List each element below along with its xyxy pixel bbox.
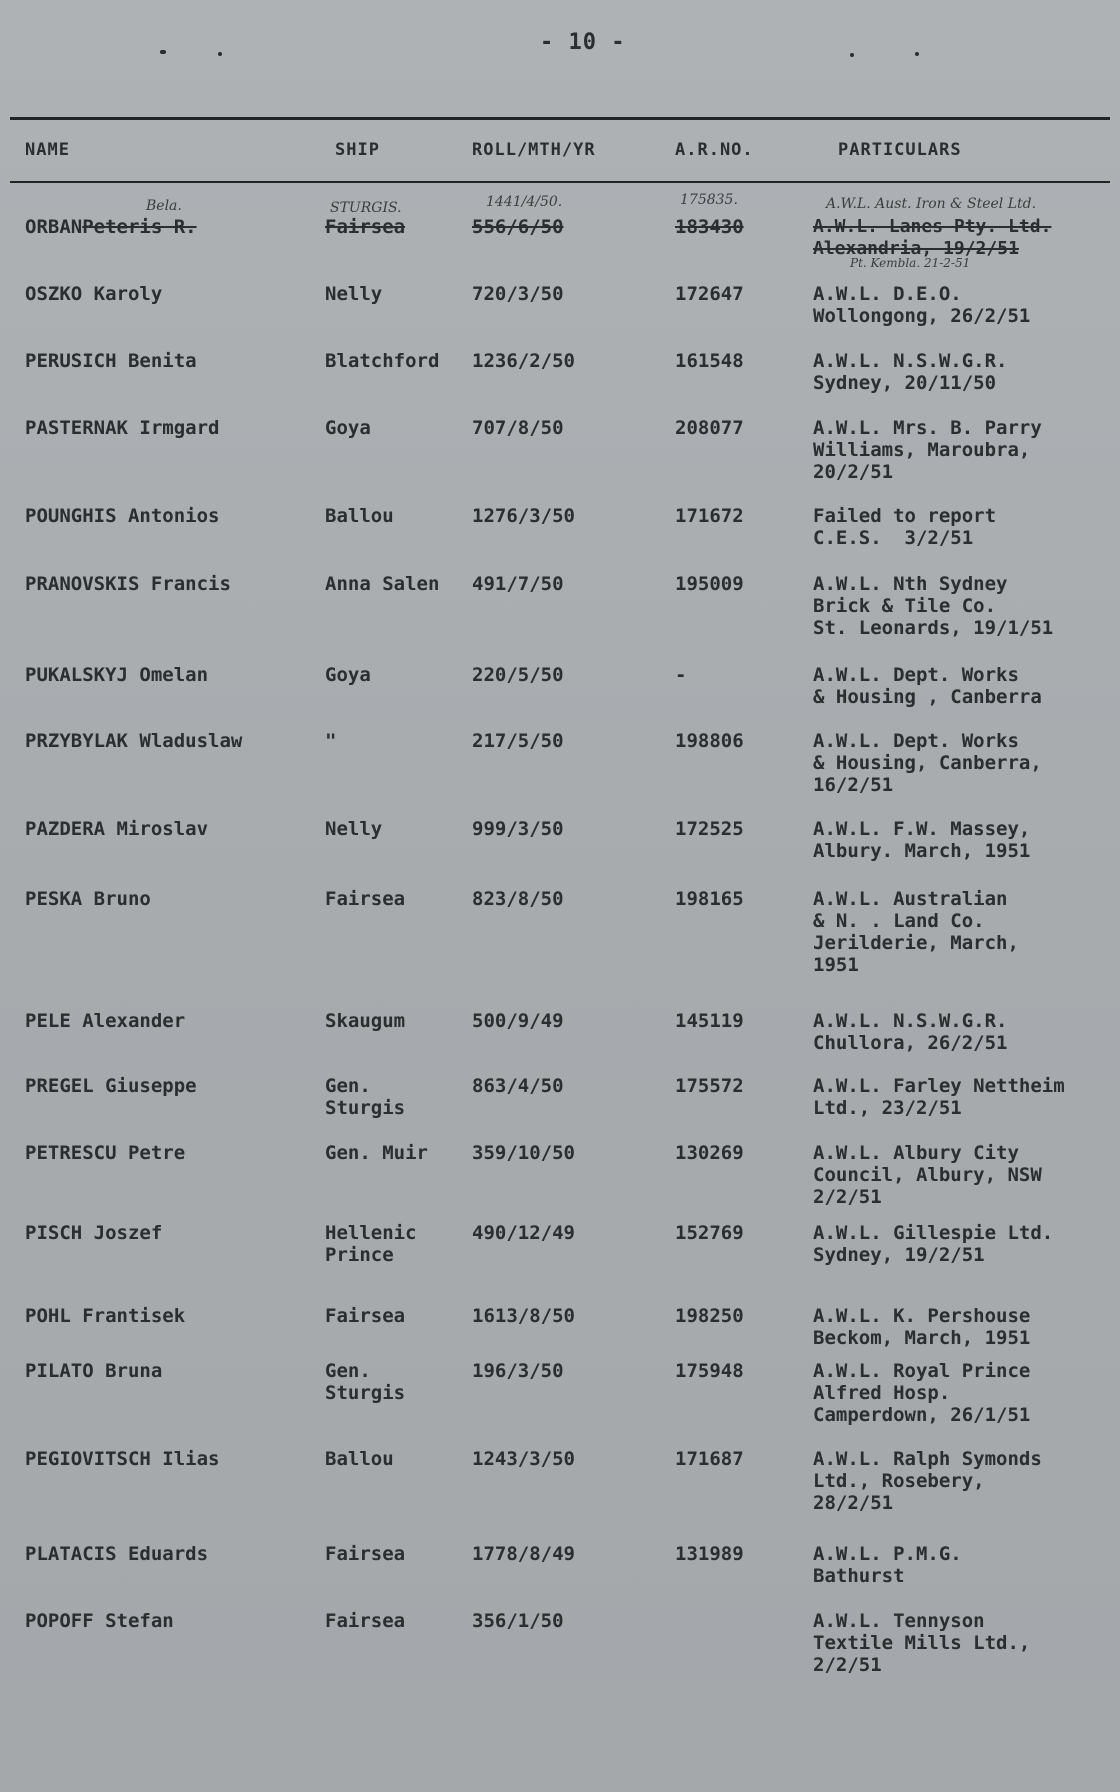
particulars-cell-line: Sydney, 19/2/51 xyxy=(813,1244,985,1266)
roll-cell-line: 490/12/49 xyxy=(472,1222,575,1244)
roll-cell xyxy=(472,888,564,910)
struck-given-name: Peteris R. xyxy=(82,216,197,238)
particulars-cell-line: A.W.L. Tennyson xyxy=(813,1610,985,1632)
ship-cell-line: Skaugum xyxy=(325,1010,406,1032)
ship-cell-line: Hellenic xyxy=(325,1222,417,1244)
ship-cell-line: " xyxy=(325,730,337,752)
page-number: - 10 - xyxy=(540,30,626,55)
ar-no-cell xyxy=(675,350,744,372)
ink-speck xyxy=(160,50,166,54)
particulars-cell-line: Albury. March, 1951 xyxy=(813,840,1031,862)
particulars-cell-line: Williams, Maroubra, xyxy=(813,439,1031,461)
particulars-cell xyxy=(813,573,1053,639)
ship-cell-line: Nelly xyxy=(325,283,383,305)
particulars-cell-line: Brick & Tile Co. xyxy=(813,595,997,617)
name-cell-line: PEGIOVITSCH Ilias xyxy=(25,1448,220,1470)
name-cell-line: POPOFF Stefan xyxy=(25,1610,174,1632)
particulars-cell-line: Alfred Hosp. xyxy=(813,1382,951,1404)
name-cell-line: PILATO Bruna xyxy=(25,1360,163,1382)
handwritten-particulars-2: Pt. Kembla. 21-2-51 xyxy=(850,256,971,270)
ship-cell xyxy=(325,1010,405,1032)
ship-cell-line: Gen. xyxy=(325,1360,371,1382)
ar-no-cell-line: 175948 xyxy=(675,1360,744,1382)
ink-speck xyxy=(850,53,854,57)
ship-cell xyxy=(325,1075,405,1119)
name-cell xyxy=(25,1360,162,1382)
name-cell-line: POUNGHIS Antonios xyxy=(25,505,220,527)
header-ship: SHIP xyxy=(335,140,380,160)
particulars-cell-line: A.W.L. Dept. Works xyxy=(813,730,1019,752)
ar-no-cell xyxy=(675,1305,744,1327)
roll-cell xyxy=(472,283,564,305)
struck-roll: 556/6/50 xyxy=(472,216,564,238)
ship-cell-line: Sturgis xyxy=(325,1382,406,1404)
name-cell-line: PESKA Bruno xyxy=(25,888,151,910)
roll-cell-line: 707/8/50 xyxy=(472,417,564,439)
name-cell-line: PISCH Joszef xyxy=(25,1222,163,1244)
particulars-cell xyxy=(813,1222,1053,1266)
particulars-cell-line: A.W.L. Nth Sydney xyxy=(813,573,1008,595)
roll-cell xyxy=(472,1222,575,1244)
name-cell xyxy=(25,1610,174,1632)
ar-no-cell xyxy=(675,1543,744,1565)
particulars-cell xyxy=(813,1610,1030,1676)
particulars-cell-line: A.W.L. Gillespie Ltd. xyxy=(813,1222,1054,1244)
particulars-cell-line: 2/2/51 xyxy=(813,1654,882,1676)
ink-speck xyxy=(218,52,222,56)
particulars-cell-line: A.W.L. P.M.G. xyxy=(813,1543,962,1565)
ship-cell-line: Nelly xyxy=(325,818,383,840)
particulars-cell-line: & Housing , Canberra xyxy=(813,686,1042,708)
particulars-cell xyxy=(813,505,996,549)
ar-no-cell-line: 171687 xyxy=(675,1448,744,1470)
name-cell xyxy=(25,417,219,439)
ar-no-cell-line: 145119 xyxy=(675,1010,744,1032)
ar-no-cell-line: 130269 xyxy=(675,1142,744,1164)
particulars-cell-line: Failed to report xyxy=(813,505,997,527)
roll-cell-line: 500/9/49 xyxy=(472,1010,564,1032)
roll-cell xyxy=(472,664,564,686)
roll-cell-line: 217/5/50 xyxy=(472,730,564,752)
header-particulars: PARTICULARS xyxy=(838,140,962,160)
ship-cell-line: Fairsea xyxy=(325,1610,406,1632)
top-rule xyxy=(10,117,1110,120)
ar-no-cell-line: 152769 xyxy=(675,1222,744,1244)
roll-cell-line: 1778/8/49 xyxy=(472,1543,575,1565)
particulars-cell xyxy=(813,1142,1042,1208)
ship-cell xyxy=(325,1610,405,1632)
name-cell xyxy=(25,350,197,372)
handwritten-particulars: A.W.L. Aust. Iron & Steel Ltd. xyxy=(826,196,1037,212)
particulars-cell-line: & N. . Land Co. xyxy=(813,910,985,932)
particulars-cell-line: St. Leonards, 19/1/51 xyxy=(813,617,1054,639)
particulars-cell-line: 1951 xyxy=(813,954,859,976)
particulars-cell-line: Camperdown, 26/1/51 xyxy=(813,1404,1031,1426)
particulars-cell-line: Textile Mills Ltd., xyxy=(813,1632,1031,1654)
roll-cell xyxy=(472,505,575,527)
particulars-cell-line: A.W.L. Albury City xyxy=(813,1142,1019,1164)
roll-cell-line: 356/1/50 xyxy=(472,1610,564,1632)
name-cell xyxy=(25,730,242,752)
header-roll: ROLL/MTH/YR xyxy=(472,140,596,160)
ar-no-cell-line: 208077 xyxy=(675,417,744,439)
name-cell xyxy=(25,216,197,238)
particulars-cell-line: Beckom, March, 1951 xyxy=(813,1327,1031,1349)
particulars-cell-line: Sydney, 20/11/50 xyxy=(813,372,997,394)
roll-cell xyxy=(472,417,564,439)
name-cell-line: PLATACIS Eduards xyxy=(25,1543,209,1565)
ar-no-cell-line: 175572 xyxy=(675,1075,744,1097)
struck-ship: Fairsea xyxy=(325,216,406,238)
ar-no-cell xyxy=(675,573,744,595)
ship-cell xyxy=(325,573,439,595)
ship-cell-line: Anna Salen xyxy=(325,573,440,595)
roll-cell-line: 1243/3/50 xyxy=(472,1448,575,1470)
roll-cell xyxy=(472,1448,575,1470)
ship-cell xyxy=(325,350,439,372)
particulars-cell xyxy=(813,283,1030,327)
particulars-cell-line: A.W.L. Ralph Symonds xyxy=(813,1448,1042,1470)
name-cell xyxy=(25,888,151,910)
particulars-cell xyxy=(813,888,1019,976)
roll-cell-line: 999/3/50 xyxy=(472,818,564,840)
particulars-cell xyxy=(813,1075,1065,1119)
handwritten-roll: 1441/4/50. xyxy=(486,194,563,210)
particulars-cell-line: & Housing, Canberra, xyxy=(813,752,1042,774)
ar-no-cell xyxy=(675,888,744,910)
name-cell-line: PRZYBYLAK Wladuslaw xyxy=(25,730,243,752)
roll-cell-line: 359/10/50 xyxy=(472,1142,575,1164)
name-cell-line: PREGEL Giuseppe xyxy=(25,1075,197,1097)
particulars-cell-line: Wollongong, 26/2/51 xyxy=(813,305,1031,327)
roll-cell-line: 1613/8/50 xyxy=(472,1305,575,1327)
name-cell xyxy=(25,573,231,595)
name-cell xyxy=(25,1222,162,1244)
particulars-cell-line: A.W.L. N.S.W.G.R. xyxy=(813,1010,1008,1032)
ship-cell xyxy=(325,888,405,910)
roll-cell-line: 491/7/50 xyxy=(472,573,564,595)
name-cell xyxy=(25,664,208,686)
surname: ORBAN xyxy=(25,216,83,238)
ar-no-cell xyxy=(675,1222,744,1244)
particulars-cell-line: A.W.L. Australian xyxy=(813,888,1008,910)
particulars-cell-line: Ltd., 23/2/51 xyxy=(813,1097,962,1119)
ar-no-cell xyxy=(675,818,744,840)
particulars-cell-line: A.W.L. N.S.W.G.R. xyxy=(813,350,1008,372)
ship-cell-line: Fairsea xyxy=(325,1543,406,1565)
particulars-cell xyxy=(813,350,1007,394)
particulars-cell-line: Chullora, 26/2/51 xyxy=(813,1032,1008,1054)
particulars-cell-line: Ltd., Rosebery, xyxy=(813,1470,985,1492)
ar-no-cell xyxy=(675,1448,744,1470)
ar-no-cell xyxy=(675,664,686,686)
ship-cell xyxy=(325,730,336,752)
ar-no-cell-line: 171672 xyxy=(675,505,744,527)
particulars-cell xyxy=(813,417,1042,483)
ar-no-cell xyxy=(675,283,744,305)
roll-cell-line: 1276/3/50 xyxy=(472,505,575,527)
ship-cell-line: Goya xyxy=(325,417,371,439)
roll-cell xyxy=(472,1543,575,1565)
particulars-cell xyxy=(813,1543,962,1587)
particulars-cell xyxy=(813,730,1042,796)
ship-cell-line: Prince xyxy=(325,1244,394,1266)
roll-cell xyxy=(472,1010,564,1032)
ar-no-cell-line: 172647 xyxy=(675,283,744,305)
ship-cell-line: Ballou xyxy=(325,505,394,527)
particulars-cell-line: Jerilderie, March, xyxy=(813,932,1019,954)
ar-no-cell xyxy=(675,1142,744,1164)
ar-no-cell-line: 198806 xyxy=(675,730,744,752)
ship-cell-line: Ballou xyxy=(325,1448,394,1470)
roll-cell-line: 823/8/50 xyxy=(472,888,564,910)
handwritten-ship: STURGIS. xyxy=(330,200,402,216)
roll-cell xyxy=(472,573,564,595)
name-cell-line: POHL Frantisek xyxy=(25,1305,186,1327)
struck-particulars-line-1: A.W.L. Lanes Pty. Ltd. xyxy=(813,216,1052,237)
name-cell xyxy=(25,1075,197,1097)
particulars-cell-line: A.W.L. Mrs. B. Parry xyxy=(813,417,1042,439)
particulars-cell-line: C.E.S. 3/2/51 xyxy=(813,527,974,549)
name-cell-line: PASTERNAK Irmgard xyxy=(25,417,220,439)
name-cell xyxy=(25,283,162,305)
particulars-cell-line: 20/2/51 xyxy=(813,461,894,483)
name-cell xyxy=(25,1543,208,1565)
name-cell xyxy=(25,1010,185,1032)
ar-no-cell xyxy=(675,1010,744,1032)
roll-cell xyxy=(472,730,564,752)
particulars-cell-line: Bathurst xyxy=(813,1565,905,1587)
particulars-cell-line: A.W.L. Farley Nettheim xyxy=(813,1075,1065,1097)
ar-no-cell-line: - xyxy=(675,664,687,686)
roll-cell-line: 196/3/50 xyxy=(472,1360,564,1382)
particulars-cell-line: A.W.L. K. Pershouse xyxy=(813,1305,1031,1327)
particulars-cell-line: A.W.L. D.E.O. xyxy=(813,283,962,305)
particulars-cell-line: 28/2/51 xyxy=(813,1492,894,1514)
particulars-cell-line: A.W.L. F.W. Massey, xyxy=(813,818,1031,840)
name-cell-line: OSZKO Karoly xyxy=(25,283,163,305)
ship-cell xyxy=(325,1305,405,1327)
ship-cell xyxy=(325,283,382,305)
particulars-cell-line: 2/2/51 xyxy=(813,1186,882,1208)
header-rule xyxy=(10,181,1110,183)
ar-no-cell xyxy=(675,730,744,752)
particulars-cell xyxy=(813,1448,1042,1514)
roll-cell xyxy=(472,1075,564,1097)
ship-cell xyxy=(325,1142,428,1164)
roll-cell xyxy=(472,1360,564,1382)
name-cell-line: PAZDERA Miroslav xyxy=(25,818,209,840)
ar-no-cell-line: 198250 xyxy=(675,1305,744,1327)
ship-cell-line: Fairsea xyxy=(325,888,406,910)
ship-cell xyxy=(325,1222,417,1266)
roll-cell-line: 220/5/50 xyxy=(472,664,564,686)
ar-no-cell-line: 198165 xyxy=(675,888,744,910)
roll-cell-line: 863/4/50 xyxy=(472,1075,564,1097)
ar-no-cell-line: 172525 xyxy=(675,818,744,840)
ship-cell xyxy=(325,664,371,686)
particulars-cell xyxy=(813,664,1042,708)
name-cell xyxy=(25,1305,185,1327)
name-cell xyxy=(25,505,219,527)
handwritten-given-name: Bela. xyxy=(146,198,182,214)
name-cell-line: PERUSICH Benita xyxy=(25,350,197,372)
header-ar-no: A.R.NO. xyxy=(675,140,754,160)
roll-cell xyxy=(472,350,575,372)
particulars-cell xyxy=(813,216,1051,260)
particulars-cell xyxy=(813,1010,1007,1054)
ship-cell-line: Sturgis xyxy=(325,1097,406,1119)
ar-no-cell xyxy=(675,1360,744,1382)
ship-cell-line: Gen. xyxy=(325,1075,371,1097)
handwritten-ar-no: 175835. xyxy=(680,192,738,208)
roll-cell xyxy=(472,818,564,840)
roll-cell-line: 720/3/50 xyxy=(472,283,564,305)
ship-cell xyxy=(325,1360,405,1404)
ship-cell xyxy=(325,1543,405,1565)
name-cell xyxy=(25,818,208,840)
particulars-cell xyxy=(813,1360,1030,1426)
ship-cell-line: Gen. Muir xyxy=(325,1142,428,1164)
ship-cell-line: Fairsea xyxy=(325,1305,406,1327)
ar-no-cell-line: 131989 xyxy=(675,1543,744,1565)
ar-no-cell xyxy=(675,505,744,527)
ink-speck xyxy=(915,52,919,56)
name-cell xyxy=(25,1142,185,1164)
ar-no-cell-line: 195009 xyxy=(675,573,744,595)
ship-cell xyxy=(325,505,394,527)
name-cell-line: PETRESCU Petre xyxy=(25,1142,186,1164)
particulars-cell-line: A.W.L. Dept. Works xyxy=(813,664,1019,686)
name-cell-line: PELE Alexander xyxy=(25,1010,186,1032)
ship-cell-line: Blatchford xyxy=(325,350,440,372)
ar-no-cell-line: 161548 xyxy=(675,350,744,372)
name-cell-line: PRANOVSKIS Francis xyxy=(25,573,231,595)
ship-cell-line: Goya xyxy=(325,664,371,686)
header-name: NAME xyxy=(25,140,70,160)
name-cell xyxy=(25,1448,219,1470)
ship-cell xyxy=(325,1448,394,1470)
particulars-cell xyxy=(813,1305,1030,1349)
name-cell-line: PUKALSKYJ Omelan xyxy=(25,664,209,686)
ar-no-cell xyxy=(675,417,744,439)
particulars-cell-line: Council, Albury, NSW xyxy=(813,1164,1042,1186)
roll-cell-line: 1236/2/50 xyxy=(472,350,575,372)
roll-cell xyxy=(472,1305,575,1327)
particulars-cell xyxy=(813,818,1030,862)
roll-cell xyxy=(472,1142,575,1164)
particulars-cell-line: A.W.L. Royal Prince xyxy=(813,1360,1031,1382)
struck-particulars-line-2: Alexandria, 19/2/51 xyxy=(813,238,1019,259)
ship-cell xyxy=(325,417,371,439)
struck-ar-no: 183430 xyxy=(675,216,744,238)
ar-no-cell xyxy=(675,1075,744,1097)
particulars-cell-line: 16/2/51 xyxy=(813,774,894,796)
roll-cell xyxy=(472,1610,564,1632)
ship-cell xyxy=(325,818,382,840)
